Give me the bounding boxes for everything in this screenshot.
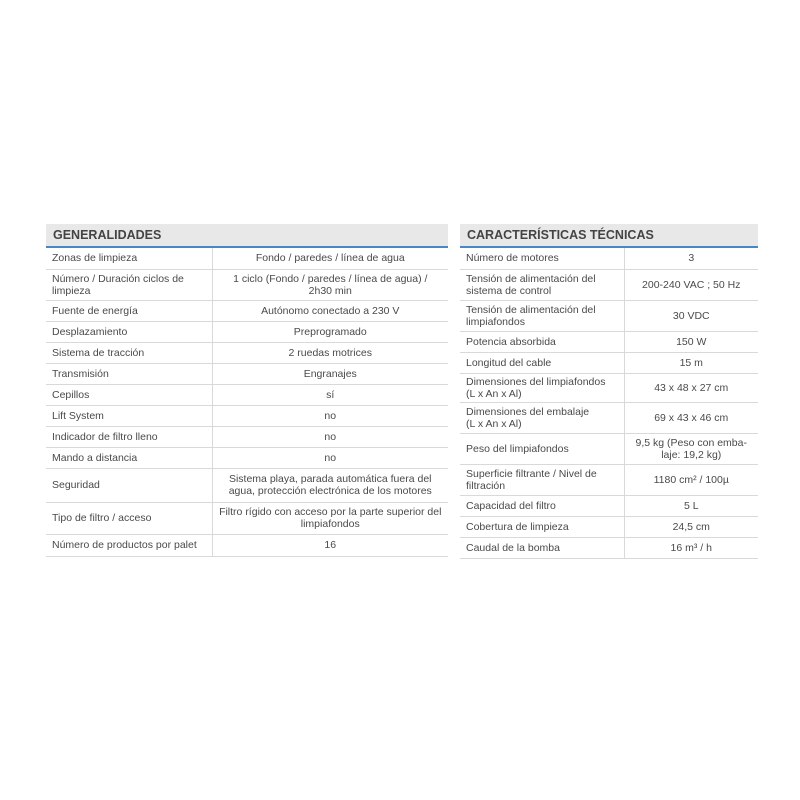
caracteristicas-title: CARACTERÍSTICAS TÉCNICAS — [460, 224, 758, 248]
spec-label: Capacidad del filtro — [460, 495, 624, 516]
table-row — [460, 402, 758, 433]
spec-label: Indicador de filtro lleno — [46, 426, 212, 447]
spec-label: Tensión de alimentación del limpiafondos — [460, 300, 624, 331]
spec-label: Transmisión — [46, 363, 212, 384]
spec-value: 1180 cm² / 100µ — [624, 464, 758, 495]
spec-label: Caudal de la bomba — [460, 537, 624, 558]
table-row — [46, 426, 448, 447]
spec-label: Número / Duración ciclos de limpieza — [46, 269, 212, 300]
spec-value: Sistema playa, parada automática fuera del agua, protección electrónica de los motores — [212, 468, 448, 502]
table-row — [46, 342, 448, 363]
spec-value: 16 — [212, 534, 448, 556]
table-row — [46, 468, 448, 502]
spec-label: Dimensiones del embalaje (L x An x Al) — [460, 402, 624, 433]
table-row — [460, 464, 758, 495]
spec-label: Número de productos por palet — [46, 534, 212, 556]
spec-value: no — [212, 426, 448, 447]
table-row — [46, 384, 448, 405]
table-row — [460, 269, 758, 300]
spec-label: Sistema de tracción — [46, 342, 212, 363]
table-row — [460, 516, 758, 537]
spec-value: Autónomo conectado a 230 V — [212, 300, 448, 321]
spec-value: sí — [212, 384, 448, 405]
spec-value: 3 — [624, 248, 758, 269]
spec-label: Superficie filtrante / Nivel de filtración — [460, 464, 624, 495]
spec-value: no — [212, 447, 448, 468]
caracteristicas-table — [460, 224, 758, 559]
spec-label: Potencia absorbida — [460, 331, 624, 352]
spec-value: 1 ciclo (Fondo / paredes / línea de agua) / 2h30 min — [212, 269, 448, 300]
spec-value: 150 W — [624, 331, 758, 352]
spec-value: 30 VDC — [624, 300, 758, 331]
spec-label: Cobertura de limpieza — [460, 516, 624, 537]
table-row — [460, 352, 758, 373]
spec-label: Cepillos — [46, 384, 212, 405]
spec-value: 200-240 VAC ; 50 Hz — [624, 269, 758, 300]
spec-value: 9,5 kg (Peso con emba- laje: 19,2 kg) — [624, 433, 758, 464]
table-row — [460, 300, 758, 331]
spec-label: Longitud del cable — [460, 352, 624, 373]
spec-label: Peso del limpiafondos — [460, 433, 624, 464]
table-row — [460, 495, 758, 516]
spec-value: 15 m — [624, 352, 758, 373]
spec-label: Lift System — [46, 405, 212, 426]
table-row — [46, 248, 448, 269]
table-row — [46, 321, 448, 342]
spec-value: 69 x 43 x 46 cm — [624, 402, 758, 433]
generalidades-table — [46, 224, 448, 557]
spec-label: Fuente de energía — [46, 300, 212, 321]
spec-label: Dimensiones del limpiafondos (L x An x Al) — [460, 373, 624, 402]
spec-label: Tensión de alimentación del sistema de control — [460, 269, 624, 300]
spec-label: Seguridad — [46, 468, 212, 502]
table-row — [46, 363, 448, 384]
table-row — [460, 373, 758, 402]
spec-value: 43 x 48 x 27 cm — [624, 373, 758, 402]
table-row — [46, 300, 448, 321]
spec-label: Mando a distancia — [46, 447, 212, 468]
spec-label: Zonas de limpieza — [46, 248, 212, 269]
table-row — [460, 331, 758, 352]
spec-value: no — [212, 405, 448, 426]
spec-value: 5 L — [624, 495, 758, 516]
spec-label: Desplazamiento — [46, 321, 212, 342]
spec-value: 16 m³ / h — [624, 537, 758, 558]
spec-value: 24,5 cm — [624, 516, 758, 537]
table-row — [46, 447, 448, 468]
table-row — [46, 502, 448, 534]
spec-label: Tipo de filtro / acceso — [46, 502, 212, 534]
spec-value: 2 ruedas motrices — [212, 342, 448, 363]
table-row — [46, 269, 448, 300]
table-row — [460, 433, 758, 464]
spec-value: Filtro rígido con acceso por la parte superior del limpiafondos — [212, 502, 448, 534]
table-row — [46, 534, 448, 556]
generalidades-title: GENERALIDADES — [46, 224, 448, 248]
spec-value: Fondo / paredes / línea de agua — [212, 248, 448, 269]
table-row — [460, 248, 758, 269]
spec-value: Preprogramado — [212, 321, 448, 342]
spec-label: Número de motores — [460, 248, 624, 269]
spec-value: Engranajes — [212, 363, 448, 384]
table-row — [46, 405, 448, 426]
table-row — [460, 537, 758, 558]
